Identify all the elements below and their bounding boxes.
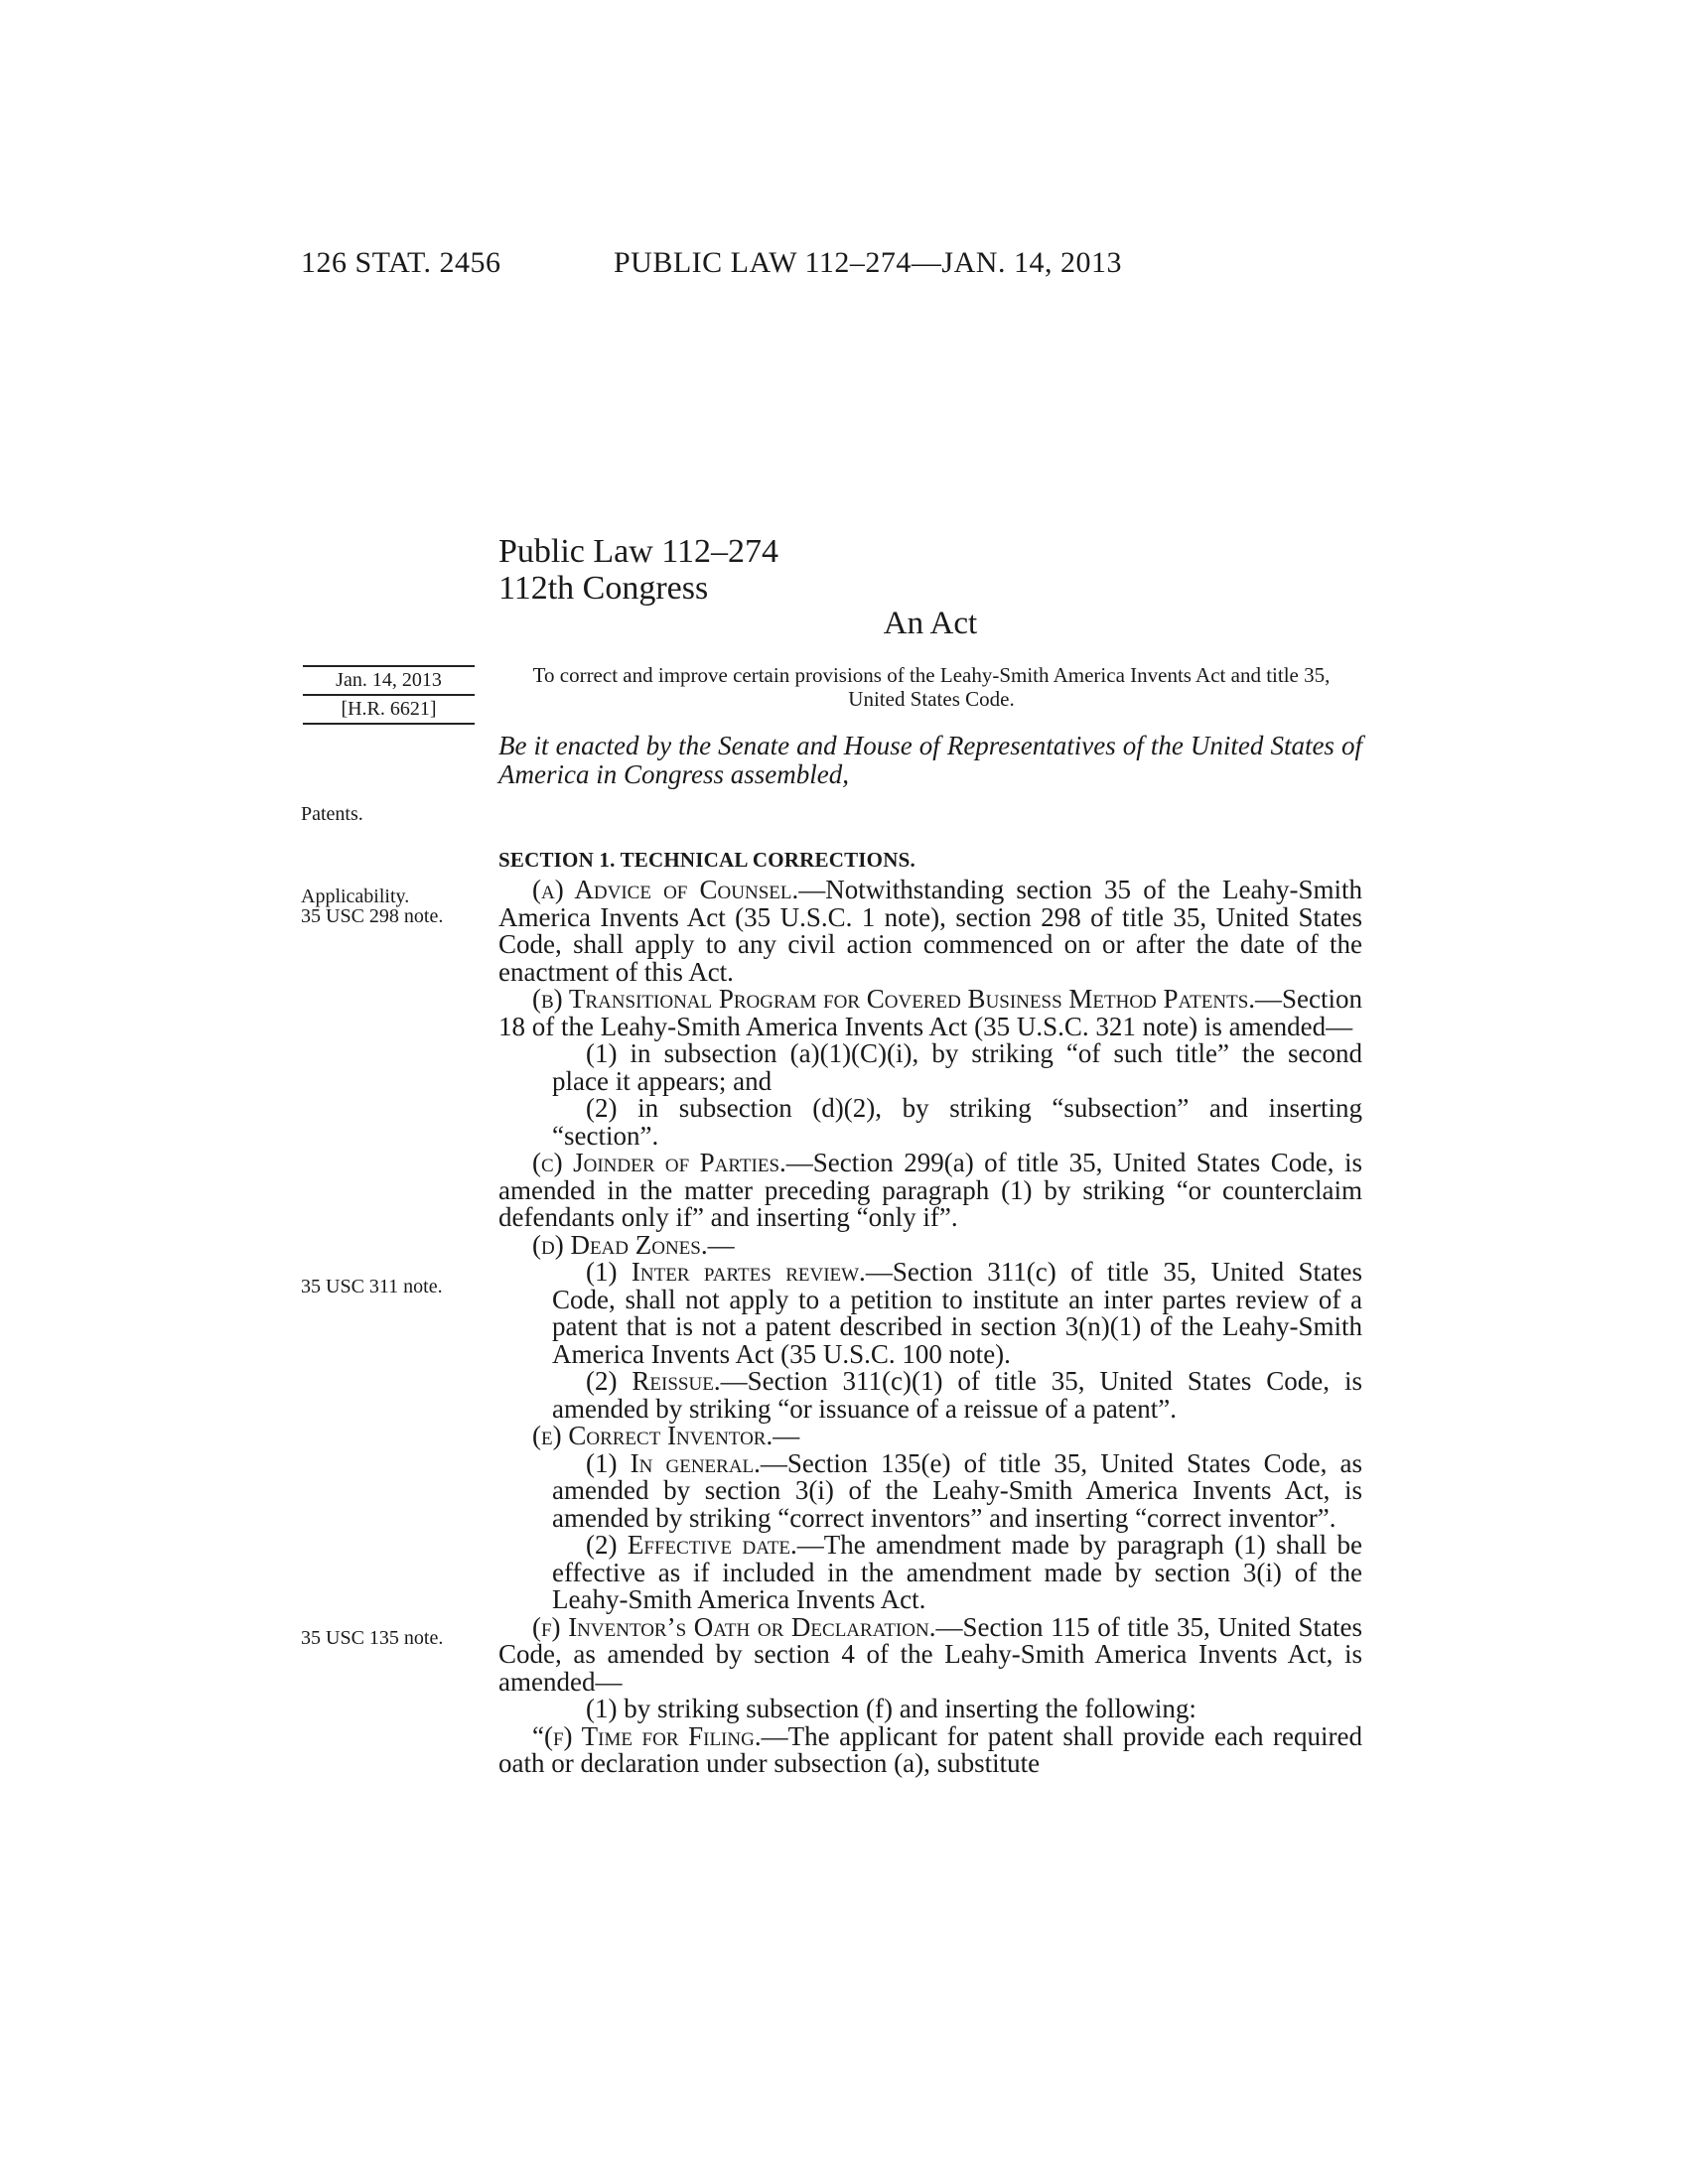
heading-e1: (1) In general. (586, 1447, 761, 1478)
heading-c: (c) Joinder of Parties. (532, 1148, 786, 1177)
margin-note-usc298: 35 USC 298 note. (301, 905, 444, 927)
margin-note-patents: Patents. (301, 803, 363, 825)
bill-number: [H.R. 6621] (341, 698, 437, 720)
text-e: — (773, 1421, 800, 1450)
an-act-heading: An Act (883, 606, 978, 641)
text-f1: (1) by striking subsection (f) and inserting the following: (586, 1694, 1196, 1723)
text-e2: —The amendment made by paragraph (1) shall be effective as if included in the amendment made by section 3(i) of the Leahy-Smith America Invents Act. (552, 1530, 1362, 1614)
margin-note-usc311: 35 USC 311 note. (301, 1276, 443, 1297)
paragraph-a (498, 877, 1362, 986)
paragraph-b2 (498, 1095, 1362, 1150)
heading-b: (b) Transitional Program for Covered Business Method Patents. (532, 984, 1256, 1014)
act-purpose: To correct and improve certain provisions of the Leahy-Smith America Invents Act and title 35, United States Code. (532, 663, 1331, 711)
paragraph-e2 (498, 1532, 1362, 1614)
statute-page-number: 126 STAT. 2456 (301, 246, 501, 279)
paragraph-c (498, 1150, 1362, 1232)
paragraph-f1 (498, 1696, 1362, 1723)
act-body (498, 877, 1362, 1778)
paragraph-f-quote (498, 1720, 1362, 1778)
section-heading: SECTION 1. TECHNICAL CORRECTIONS. (498, 848, 915, 872)
heading-a: (a) Advice of Counsel. (532, 875, 799, 904)
heading-e: (e) Correct Inventor. (532, 1421, 774, 1450)
margin-note-usc135: 35 USC 135 note. (301, 1627, 444, 1649)
public-law-title (498, 533, 778, 607)
enactment-date-box (303, 663, 475, 725)
text-f-quote: —The applicant for patent shall provide each required oath or declaration under subsection (a), substitute (498, 1720, 1362, 1778)
text-b: —Section 18 of the Leahy-Smith America Invents Act (35 U.S.C. 321 note) is amended— (498, 984, 1363, 1041)
text-c: —Section 299(a) of title 35, United States Code, is amended in the matter preceding paragraph (1) by striking “or counterclaim defendants only if” and inserting “only if”. (498, 1148, 1362, 1232)
paragraph-b (498, 986, 1362, 1040)
text-e1: —Section 135(e) of title 35, United States Code, as amended by section 3(i) of the Leahy-Smith America Invents Act, is amended by striking “correct inventors” and inserting “correct inventor”. (552, 1447, 1362, 1533)
paragraph-e1 (498, 1447, 1362, 1533)
heading-d: (d) Dead Zones. (532, 1229, 708, 1260)
paragraph-b1 (498, 1040, 1362, 1095)
margin-note-applicability: Applicability. (301, 886, 410, 907)
heading-d2: (2) Reissue. (586, 1366, 721, 1396)
heading-d1: (1) Inter partes review. (586, 1257, 866, 1287)
text-d: — (707, 1229, 735, 1260)
text-a: —Notwithstanding section 35 of the Leahy-Smith America Invents Act (35 U.S.C. 1 note), section 298 of title 35, United States Code, shall apply to any civil action commenced on or after the date of the enactment of this Act. (498, 875, 1362, 987)
heading-e2: (2) Effective date. (586, 1530, 797, 1560)
paragraph-e (498, 1423, 1362, 1450)
text-d2: —Section 311(c)(1) of title 35, United States Code, is amended by striking “or issuance of a reissue of a patent”. (552, 1366, 1362, 1424)
paragraph-d2 (498, 1368, 1362, 1423)
running-header: PUBLIC LAW 112–274—JAN. 14, 2013 (614, 246, 1122, 279)
enactment-date: Jan. 14, 2013 (336, 669, 442, 691)
text-f: —Section 115 of title 35, United States Code, as amended by section 4 of the Leahy-Smith America Invents Act, is amended— (498, 1611, 1362, 1697)
text-b2: (2) in subsection (d)(2), by striking “subsection” and inserting “section”. (552, 1093, 1362, 1151)
divider (303, 723, 475, 725)
heading-f: (f) Inventor’s Oath or Declaration. (532, 1611, 936, 1642)
paragraph-d1 (498, 1259, 1362, 1368)
heading-f-quote: “(f) Time for Filing. (532, 1720, 762, 1751)
public-law-number: Public Law 112–274 (498, 533, 779, 570)
text-d1: —Section 311(c) of title 35, United States Code, shall not apply to a petition to institute an inter partes review of a patent that is not a patent described in section 3(n)(1) of the Leahy-Smith America Invents Act (35 U.S.C. 100 note). (552, 1257, 1362, 1369)
text-b1: (1) in subsection (a)(1)(C)(i), by striking “of such title” the second place it appears; and (552, 1038, 1362, 1096)
congress-number: 112th Congress (498, 570, 709, 607)
paragraph-f (498, 1611, 1362, 1697)
enacting-clause: Be it enacted by the Senate and House of Representatives of the United States of America in Congress assembled, (498, 731, 1362, 789)
paragraph-d (498, 1229, 1362, 1260)
